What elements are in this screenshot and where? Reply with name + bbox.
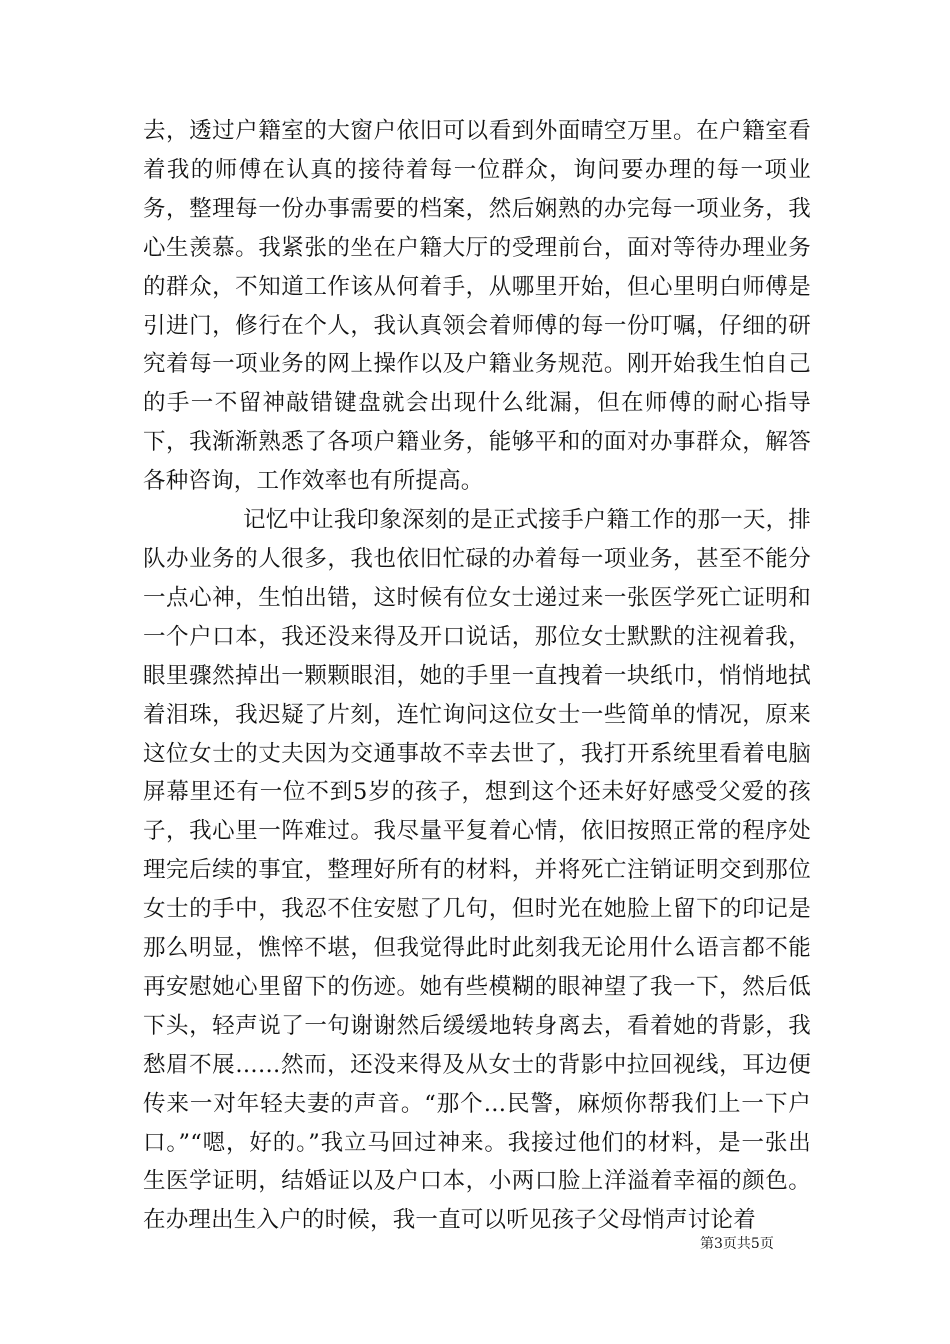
page-number-footer: 第3页共5页 xyxy=(700,1236,774,1252)
body-text xyxy=(143,112,811,1240)
paragraph-memory: 记忆中让我印象深刻的是正式接手户籍工作的那一天，排队办业务的人很多，我也依旧忙碌的办着每一项业务，甚至不能分一点心神，生怕出错，这时候有位女士递过来一张医学死亡证明和一个户口本，我还没来得及开口说话，那位女士默默的注视着我，眼里骤然掉出一颗颗眼泪，她的手里一直拽着一块纸巾，悄悄地拭着泪珠，我迟疑了片刻，连忙询问这位女士一些简单的情况，原来这位女士的丈夫因为交通事故不幸去世了，我打开系统里看着电脑屏幕里还有一位不到5岁的孩子，想到这个还未好好感受父爱的孩子，我心里一阵难过。我尽量平复着心情，依旧按照正常的程序处理完后续的事宜，整理好所有的材料，并将死亡注销证明交到那位女士的手中，我忍不住安慰了几句，但时光在她脸上留下的印记是那么明显，憔悴不堪，但我觉得此时此刻我无论用什么语言都不能再安慰她心里留下的伤迹。她有些模糊的眼神望了我一下，然后低下头，轻声说了一句谢谢然后缓缓地转身离去，看着她的背影，我愁眉不展……然而，还没来得及从女士的背影中拉回视线，耳边便传来一对年轻夫妻的声音。“那个…民警，麻烦你帮我们上一下户口。”“嗯，好的。”我立马回过神来。我接过他们的材料，是一张出生医学证明，结婚证以及户口本，小两口脸上洋溢着幸福的颜色。在办理出生入户的时候，我一直可以听见孩子父母悄声讨论着 xyxy=(143,507,811,1234)
paragraph-continued: 去，透过户籍室的大窗户依旧可以看到外面晴空万里。在户籍室看着我的师傅在认真的接待着每一位群众，询问要办理的每一项业务，整理每一份办事需要的档案，然后娴熟的办完每一项业务，我心生羡慕。我紧张的坐在户籍大厅的受理前台，面对等待办理业务的群众，不知道工作该从何着手，从哪里开始，但心里明白师傅是引进门，修行在个人，我认真领会着师傅的每一份叮嘱，仔细的研究着每一项业务的网上操作以及户籍业务规范。刚开始我生怕自己的手一不留神敲错键盘就会出现什么纰漏，但在师傅的耐心指导下，我渐渐熟悉了各项户籍业务，能够平和的面对办事群众，解答各种咨询，工作效率也有所提高。 xyxy=(143,118,811,495)
